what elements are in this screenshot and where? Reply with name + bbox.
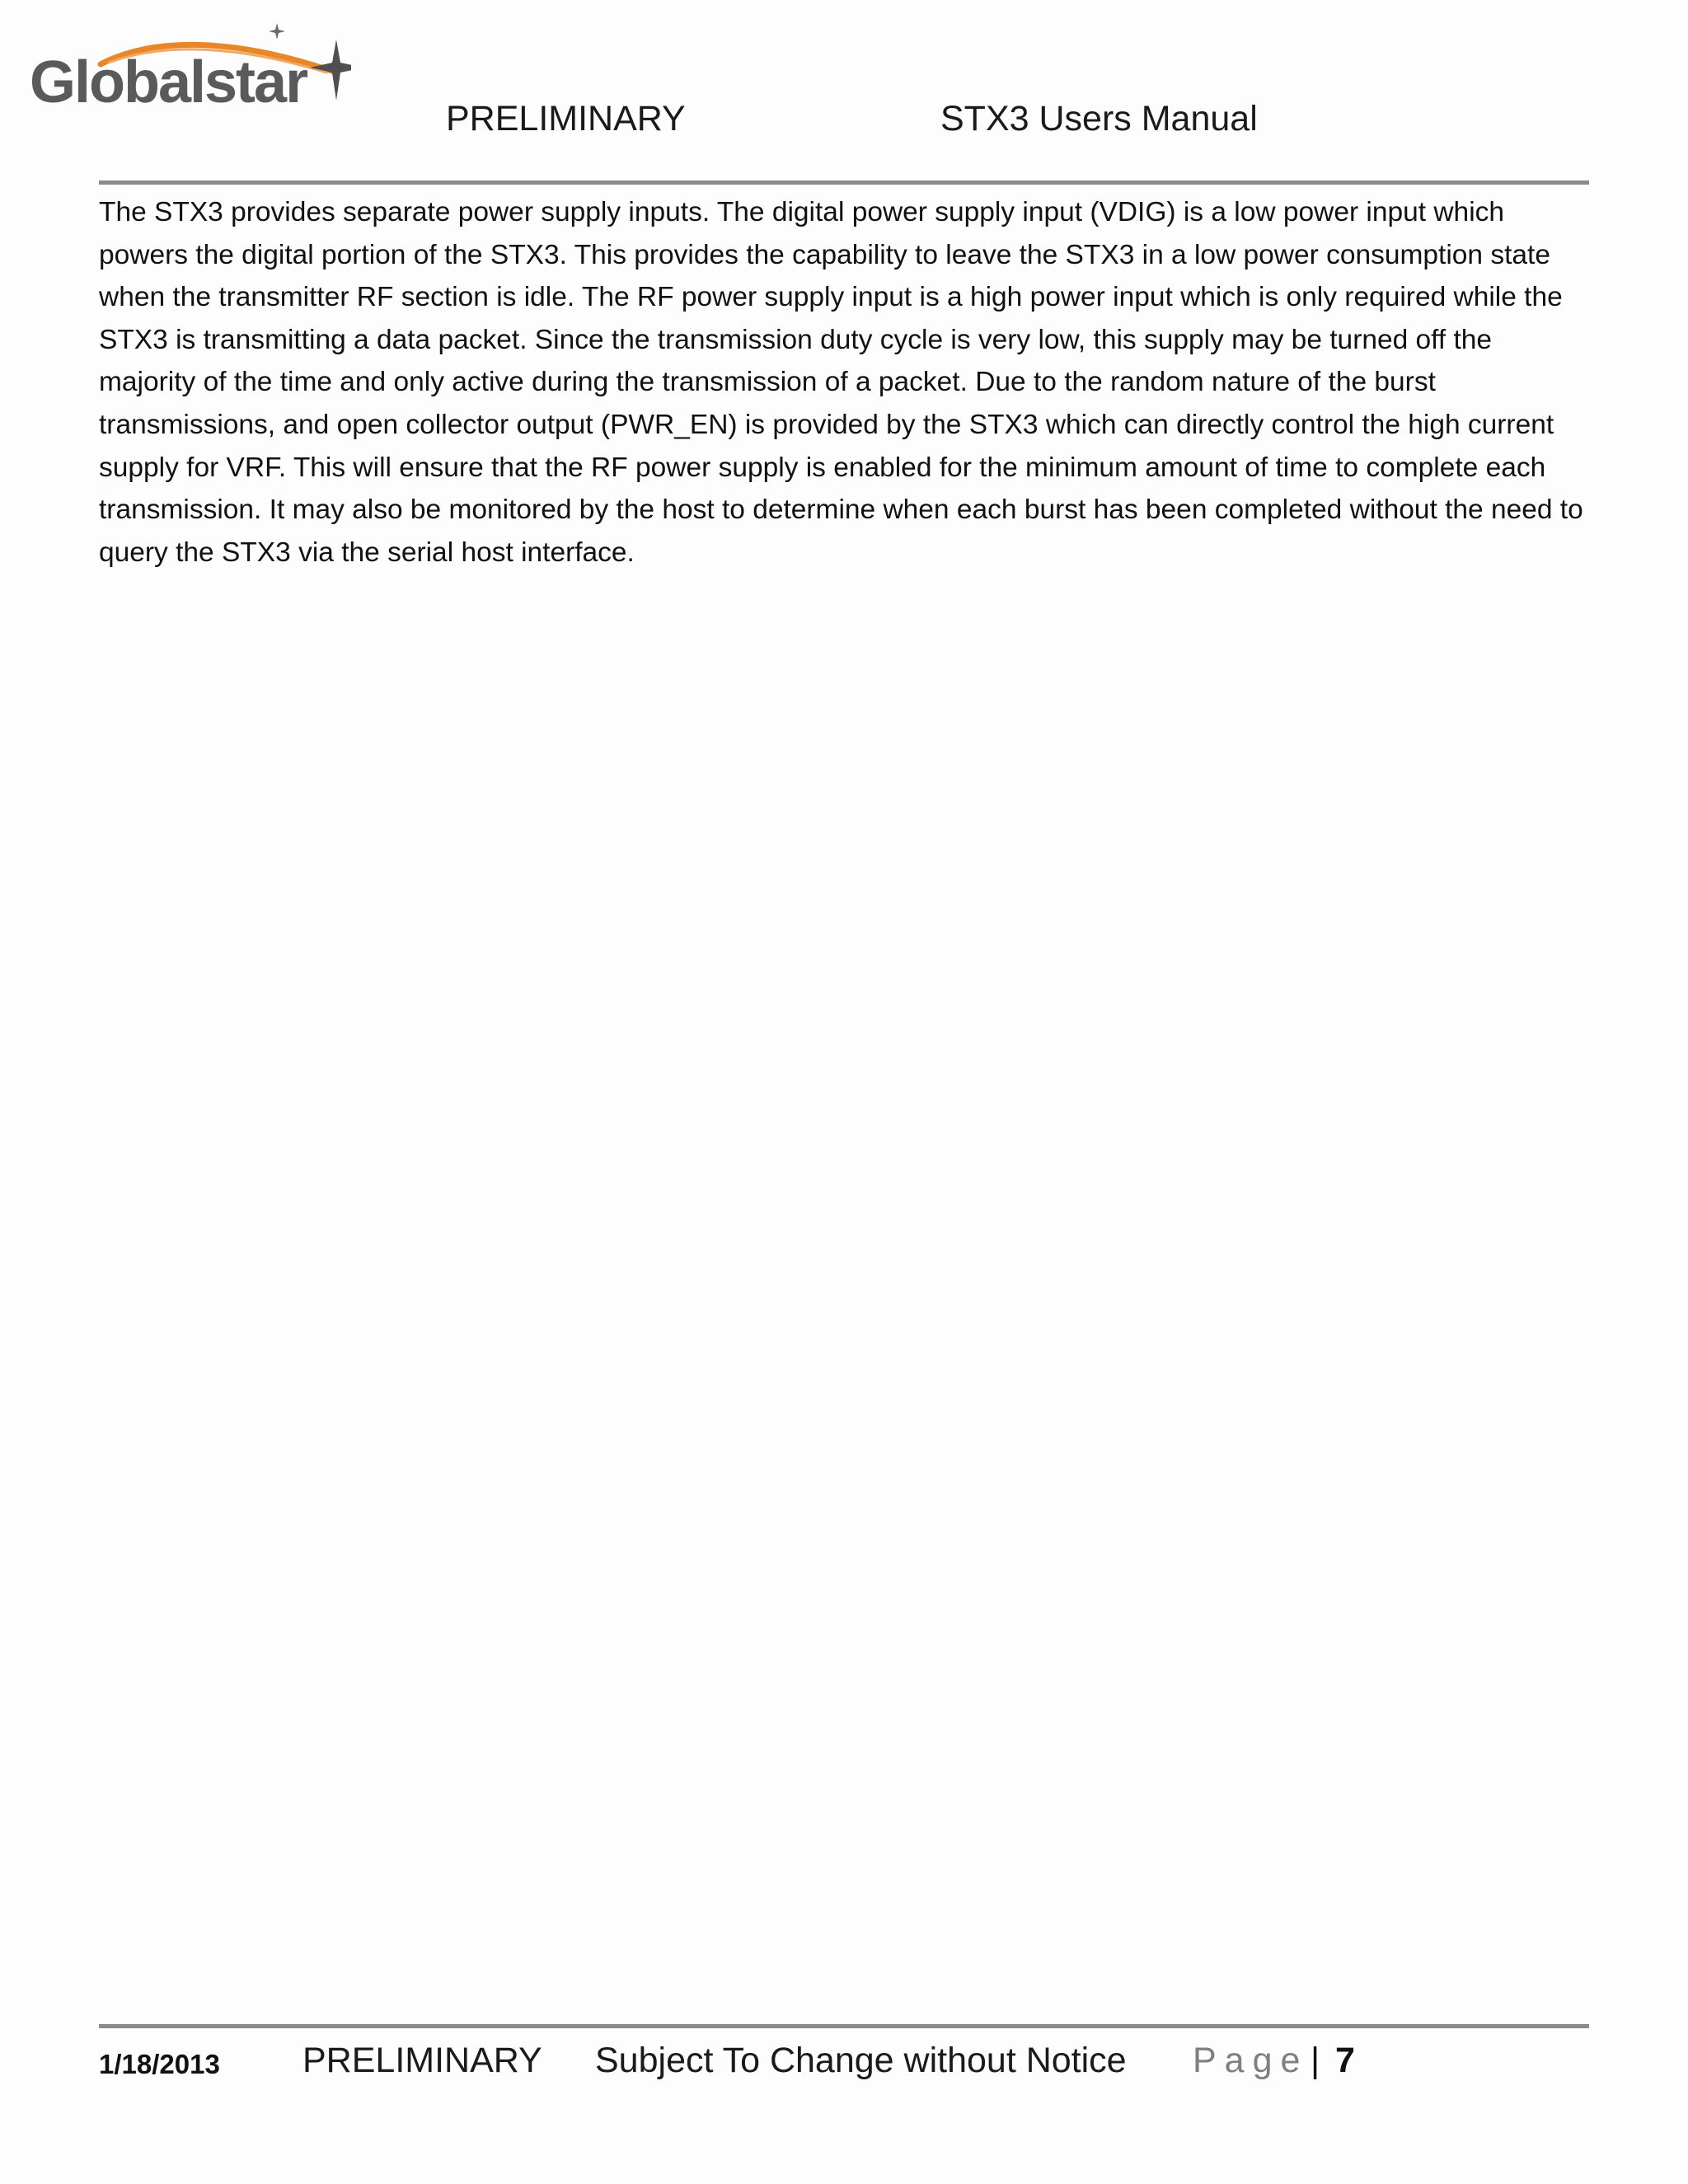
header-document-title: STX3 Users Manual: [940, 99, 1258, 138]
header-rule: [99, 180, 1589, 185]
footer-preliminary: PRELIMINARY: [302, 2041, 542, 2080]
body-paragraph: The STX3 provides separate power supply inputs. The digital power supply input (VDIG) is a low power input which powers the digital portion of the STX3. This provides the capability to leave the STX3 in a low power consumption state when the transmitter RF section is idle. The RF power supply input is a high power input which is only required while the STX3 is transmitting a data packet. Since the transmission duty cycle is very low, this supply may be turned off the majority of the time and only active during the transmission of a packet. Due to the random nature of the burst transmissions, and open collector output (PWR_EN) is provided by the STX3 which can directly control the high current supply for VRF. This will ensure that the RF power supply is enabled for the minimum amount of time to complete each transmission. It may also be monitored by the host to determine when each burst has been completed without the need to query the STX3 via the serial host interface.: [99, 197, 1583, 568]
footer-separator: |: [1311, 2041, 1320, 2080]
globalstar-logo: [30, 21, 351, 114]
footer-rule: [99, 2024, 1589, 2028]
footer-date: 1/18/2013: [99, 2049, 220, 2079]
header-preliminary: PRELIMINARY: [446, 99, 686, 138]
page-footer: [0, 2041, 1688, 2090]
footer-page-label: Page: [1193, 2041, 1309, 2080]
svg-text:Globalstar: Globalstar: [30, 49, 307, 114]
footer-page-number: 7: [1335, 2041, 1355, 2080]
footer-notice: Subject To Change without Notice: [595, 2041, 1127, 2080]
